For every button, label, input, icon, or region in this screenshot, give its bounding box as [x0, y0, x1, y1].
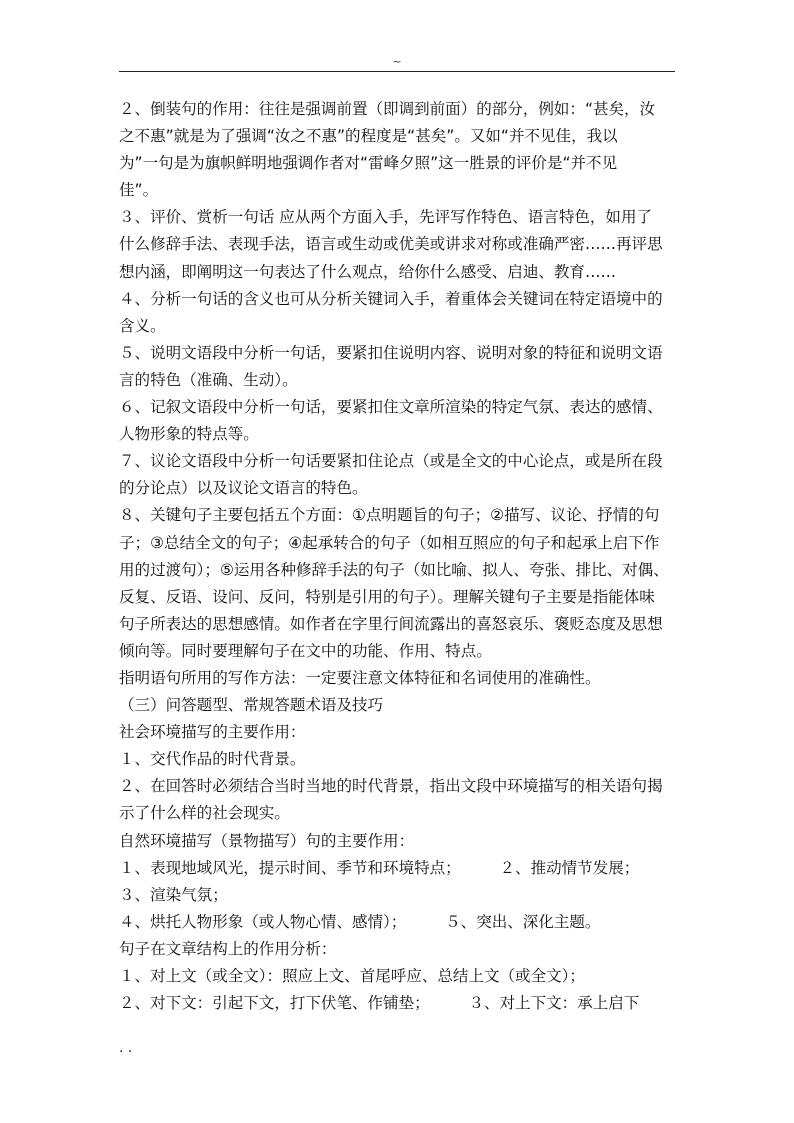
text-line: 反复、反语、设问、反问，特别是引用的句子）。理解关键句子主要是指能体味 — [119, 587, 655, 606]
text-line: １、对上文（或全文）：照应上文、首尾呼应、总结上文（或全文）； — [119, 967, 585, 985]
text-line: 句子所表达的思想感情。如作者在字里行间流露出的喜怒哀乐、褒贬态度及思想 — [119, 614, 663, 633]
text-line: ３、渲染气氛； — [119, 885, 228, 904]
text-line: 子；③总结全文的句子；④起承转合的句子（如相互照应的句子和起承上启下作 — [119, 533, 660, 552]
header-rule — [119, 71, 675, 72]
text-line: １、交代作品的时代背景。 — [119, 750, 306, 769]
text-line: 佳”。 — [119, 181, 159, 200]
header-mark: ~ — [392, 55, 402, 68]
text-line: 人物形象的特点等。 — [119, 425, 259, 444]
text-line: ２、在回答时必须结合当时当地的时代背景，指出文段中环境描写的相关语句揭 — [119, 777, 663, 796]
text-line: 社会环境描写的主要作用： — [119, 723, 306, 742]
text-line: ４、烘托人物形象（或人物心情、感情）； ５、突出、深化主题。 — [119, 912, 601, 931]
text-line: 指明语句所用的写作方法：一定要注意文体特征和名词使用的准确性。 — [119, 668, 601, 687]
text-line: １、表现地域风光，提示时间、季节和环境特点； ２、推动情节发展； — [119, 858, 640, 877]
text-line: 示了什么样的社会现实。 — [119, 804, 290, 823]
text-line: 含义。 — [119, 316, 166, 335]
text-line: ５、说明文语段中分析一句话，要紧扣住说明内容、说明对象的特征和说明文语 — [119, 343, 663, 362]
text-line: 想内涵，即阐明这一句表达了什么观点，给你什么感受、启迪、教育…… — [119, 262, 617, 281]
document-body — [119, 96, 679, 1017]
text-line: ４、分析一句话的含义也可从分析关键词入手，着重体会关键词在特定语境中的 — [119, 289, 663, 308]
text-line: 之不惠”就是为了强调“汝之不惠”的程度是“甚矣”。又如“并不见佳，我以 — [119, 127, 618, 146]
text-line: ２、倒装句的作用：往往是强调前置（即调到前面）的部分，例如：“甚矣，汝 — [119, 100, 656, 118]
footer-mark: . . — [119, 1040, 133, 1056]
text-line: （三）问答题型、常规答题术语及技巧 — [119, 696, 384, 715]
text-line: ６、记叙文语段中分析一句话，要紧扣住文章所渲染的特定气氛、表达的感情、 — [119, 398, 663, 417]
text-line: 的分论点）以及议论文语言的特色。 — [119, 479, 368, 498]
text-line: 倾向等。同时要理解句子在文中的功能、作用、特点。 — [119, 641, 492, 660]
text-line: 自然环境描写（景物描写）句的主要作用： — [119, 831, 415, 850]
text-line: 句子在文章结构上的作用分析： — [119, 939, 337, 958]
text-line: ８、关键句子主要包括五个方面：①点明题旨的句子；②描写、议论、抒情的句 — [119, 506, 660, 525]
text-line: ２、对下文：引起下文，打下伏笔、作铺垫； ３、对上下文：承上启下 — [119, 994, 640, 1013]
text-line: 用的过渡句）；⑤运用各种修辞手法的句子（如比喻、拟人、夸张、排比、对偶、 — [119, 560, 669, 579]
text-line: 言的特色（准确、生动）。 — [119, 370, 298, 389]
text-line: 为”一句是为旗帜鲜明地强调作者对“雷峰夕照”这一胜景的评价是“并不见 — [119, 154, 618, 173]
text-line: ３、评价、赏析一句话 应从两个方面入手，先评写作特色、语言特色，如用了 — [119, 208, 653, 227]
text-line: ７、议论文语段中分析一句话要紧扣住论点（或是全文的中心论点，或是所在段 — [119, 452, 663, 471]
text-line: 什么修辞手法、表现手法，语言或生动或优美或讲求对称或准确严密……再评思 — [119, 235, 663, 254]
